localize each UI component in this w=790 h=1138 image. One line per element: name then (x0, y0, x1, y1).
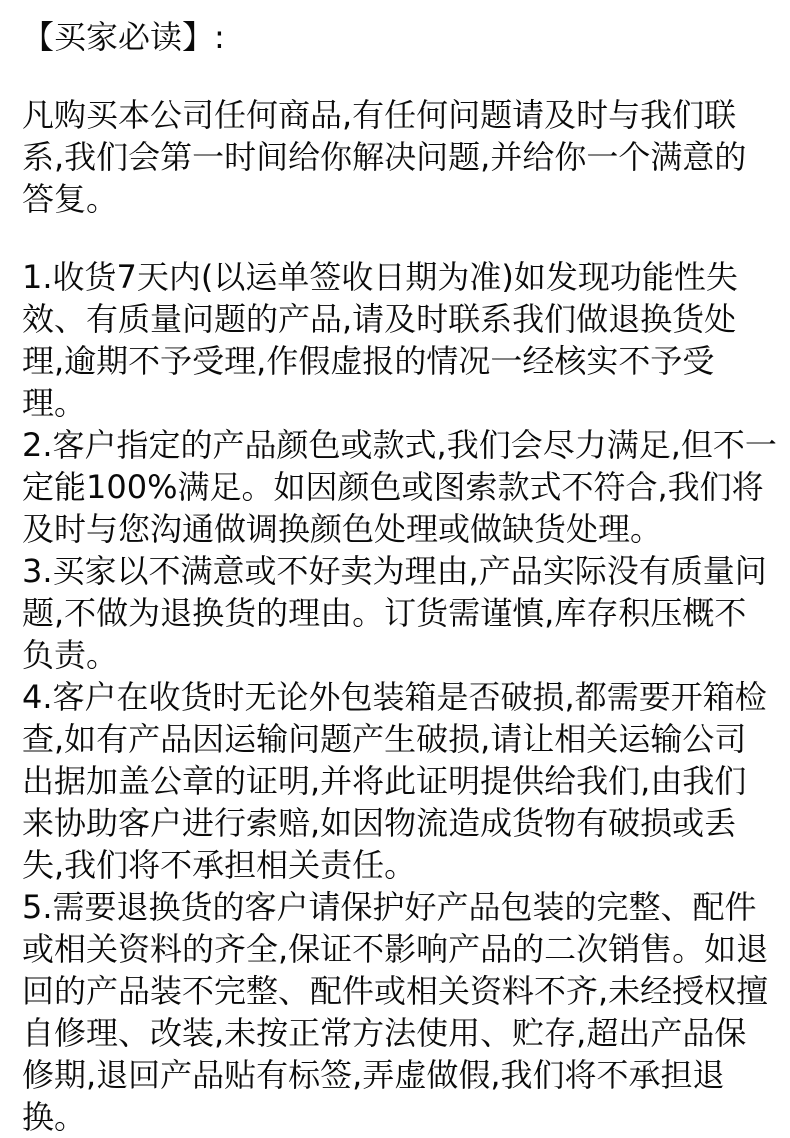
rule-line: 回的产品装不完整、配件或相关资料不齐,未经授权擅 (22, 972, 769, 1010)
rule-line: 出据加盖公章的证明,并将此证明提供给我们,由我们 (22, 762, 747, 800)
rule-line: 及时与您沟通做调换颜色处理或做缺货处理。 (22, 510, 663, 548)
rule-line: 理。 (22, 384, 87, 422)
intro-paragraph (22, 94, 782, 220)
rule-line: 效、有质量问题的产品,请及时联系我们做退换货处 (22, 300, 737, 338)
notice-title (22, 16, 782, 58)
rule-line: 1.收货7天内(以运单签收日期为准)如发现功能性失 (22, 258, 738, 296)
rule-line: 定能100%满足。如因颜色或图索款式不符合,我们将 (22, 468, 764, 506)
rule-item-2 (22, 424, 782, 550)
intro-line: 系,我们会第一时间给你解决问题,并给你一个满意的 (22, 138, 747, 176)
rule-line: 来协助客户进行索赔,如因物流造成货物有破损或丢 (22, 804, 737, 842)
rule-item-3 (22, 550, 782, 676)
rule-line: 查,如有产品因运输问题产生破损,请让相关运输公司 (22, 720, 747, 758)
rule-line: 2.客户指定的产品颜色或款式,我们会尽力满足,但不一 (22, 426, 777, 464)
rule-line: 题,不做为退换货的理由。订货需谨慎,库存积压概不 (22, 594, 747, 632)
rules-list (22, 256, 782, 1138)
rule-line: 自修理、改装,未按正常方法使用、贮存,超出产品保 (22, 1014, 747, 1052)
intro-line: 答复。 (22, 180, 119, 218)
rule-line: 换。 (22, 1098, 87, 1136)
rule-line: 负责。 (22, 636, 119, 674)
rule-item-5 (22, 886, 782, 1138)
rule-line: 4.客户在收货时无论外包装箱是否破损,都需要开箱检 (22, 678, 767, 716)
intro-line: 凡购买本公司任何商品,有任何问题请及时与我们联 (22, 96, 737, 134)
rule-line: 5.需要退换货的客户请保护好产品包装的完整、配件 (22, 888, 757, 926)
rule-line: 修期,退回产品贴有标签,弄虚做假,我们将不承担退 (22, 1056, 725, 1094)
rule-line: 3.买家以不满意或不好卖为理由,产品实际没有质量问 (22, 552, 767, 590)
rule-item-1 (22, 256, 782, 424)
rule-line: 理,逾期不予受理,作假虚报的情况一经核实不予受 (22, 342, 715, 380)
rule-line: 或相关资料的齐全,保证不影响产品的二次销售。如退 (22, 930, 769, 968)
rule-line: 失,我们将不承担相关责任。 (22, 846, 417, 884)
title-text: 【买家必读】: (22, 18, 225, 56)
buyer-notice-document (22, 16, 782, 1138)
rule-item-4 (22, 676, 782, 886)
